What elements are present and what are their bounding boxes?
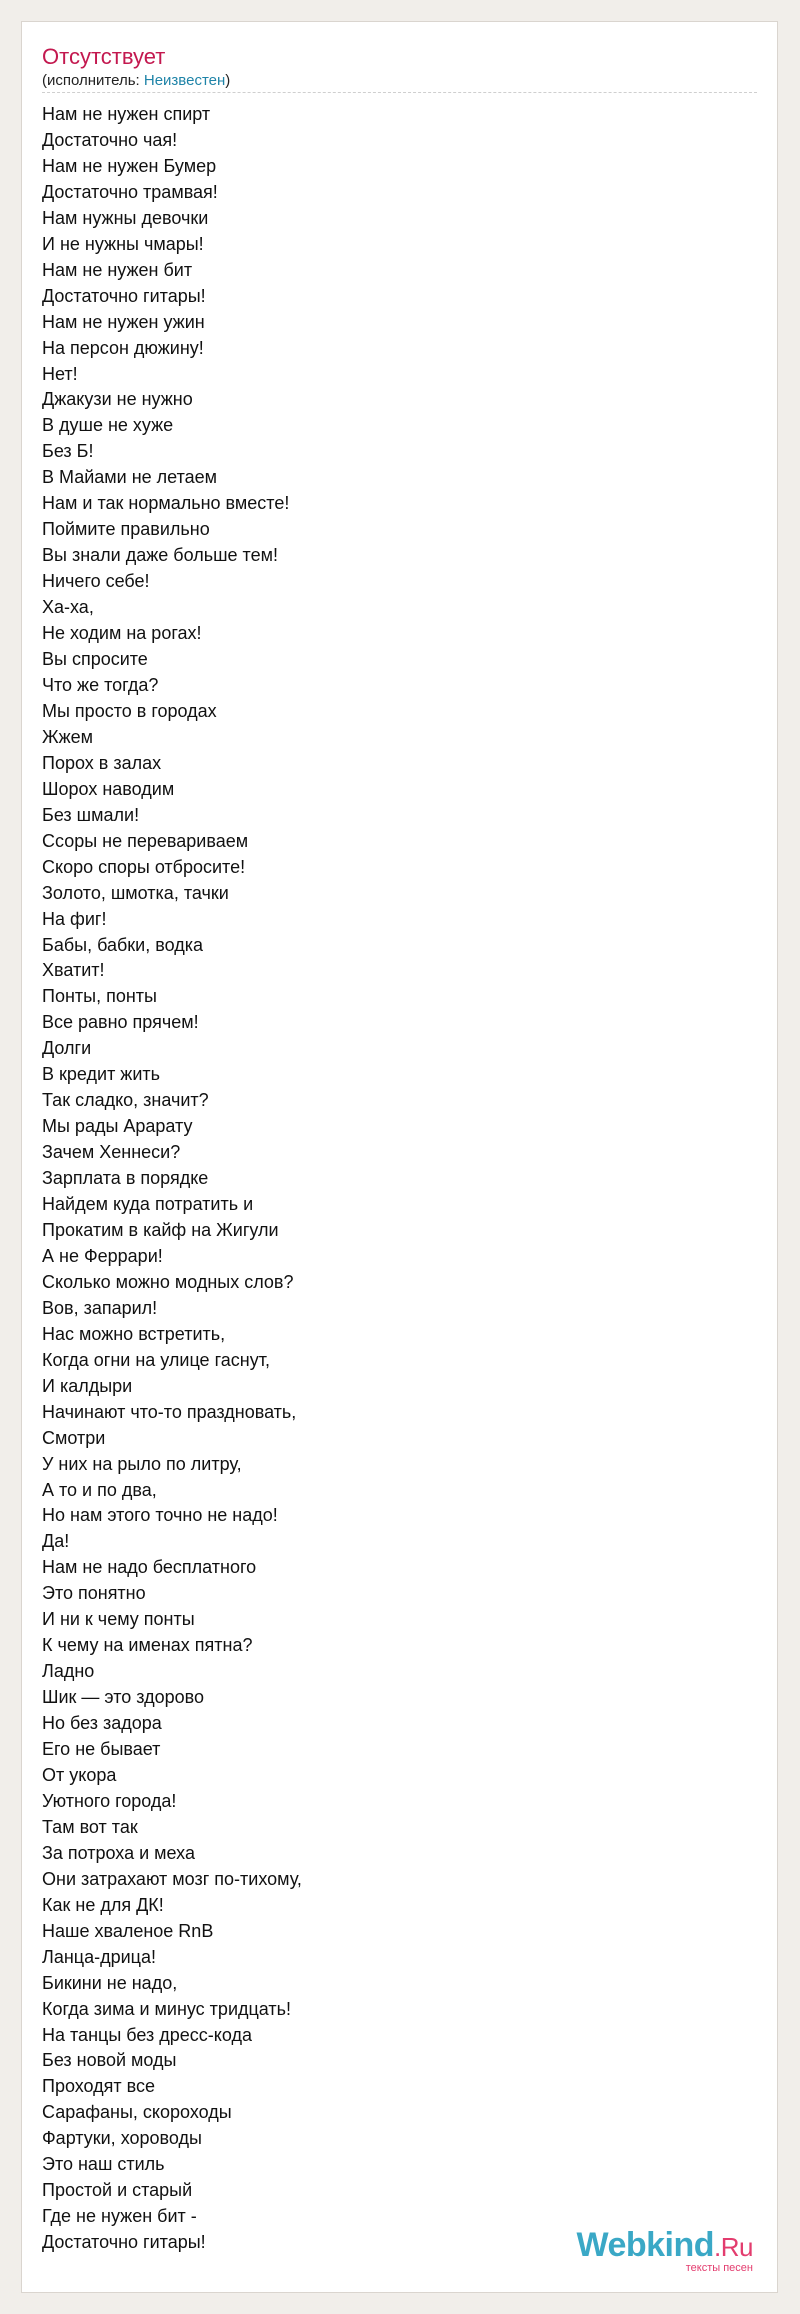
logo-name: Webkind [576, 2226, 715, 2264]
artist-line [42, 72, 230, 90]
lyric-line: Мы рады Арарату [42, 1116, 193, 1137]
lyric-line: И не нужны чмары! [42, 233, 204, 254]
lyrics-text [42, 102, 302, 2256]
lyric-line: Скоро споры отбросите! [42, 856, 246, 877]
lyric-line: Без шмали! [42, 804, 140, 825]
lyric-line: Его не бывает [42, 1739, 161, 1760]
lyric-line: Понты, понты [42, 986, 157, 1007]
lyric-line: В Майами не летаем [42, 467, 218, 488]
lyric-line: Нам не нужен спирт [42, 104, 211, 124]
lyric-line: Начинают что-то праздновать, [42, 1401, 297, 1422]
lyric-line: Нам не нужен бит [42, 259, 193, 280]
lyric-line: Вы знали даже больше тем! [42, 545, 278, 566]
lyric-line: Нас можно встретить, [42, 1323, 226, 1344]
lyric-line: Ланца-дрица! [42, 1946, 156, 1967]
lyric-line: Ха-ха, [42, 597, 94, 618]
lyric-line: Все равно прячем! [42, 1012, 199, 1033]
lyric-line: Без новой моды [42, 2050, 177, 2071]
lyric-line: Это понятно [42, 1583, 146, 1604]
lyric-line: Бикини не надо, [42, 1972, 178, 1993]
lyric-line: На танцы без дресс-кода [42, 2024, 252, 2045]
logo-tagline: тексты песен [685, 2262, 753, 2274]
lyric-line: Это наш стиль [42, 2154, 165, 2175]
lyric-line: В кредит жить [42, 1064, 161, 1085]
lyric-line: А то и по два, [42, 1479, 157, 1500]
lyric-line: Когда огни на улице гаснут, [42, 1349, 270, 1370]
lyric-line: Достаточно чая! [42, 129, 178, 150]
logo-wordmark [576, 2227, 753, 2265]
lyric-line: Там вот так [42, 1816, 138, 1837]
lyric-line: В душе не хуже [42, 415, 174, 436]
lyric-line: Когда зима и минус тридцать! [42, 1998, 292, 2019]
lyric-line: Поймите правильно [42, 519, 210, 540]
lyric-line: Нам не надо бесплатного [42, 1557, 257, 1578]
lyric-line: Сарафаны, скороходы [42, 2102, 232, 2123]
lyric-line: Мы просто в городах [42, 700, 217, 721]
lyric-line: Жжем [42, 726, 94, 747]
lyric-line: Простой и старый [42, 2180, 193, 2201]
lyric-line: Зарплата в порядке [42, 1168, 209, 1189]
lyric-line: Но без задора [42, 1713, 162, 1734]
logo-tld: .Ru [714, 2232, 753, 2262]
lyric-line: Да! [42, 1531, 70, 1552]
lyric-line: Проходят все [42, 2076, 156, 2097]
lyric-line: Золото, шмотка, тачки [42, 882, 229, 903]
lyric-line: Уютного города! [42, 1790, 177, 1811]
lyrics-card [21, 21, 778, 2293]
lyric-line: Сколько можно модных слов? [42, 1271, 294, 1292]
lyric-line: Достаточно гитары! [42, 285, 206, 306]
artist-suffix: ) [225, 72, 231, 89]
lyric-line: Ничего себе! [42, 571, 150, 592]
lyric-line: Нет! [42, 363, 78, 384]
lyric-line: Бабы, бабки, водка [42, 934, 203, 955]
lyric-line: Но нам этого точно не надо! [42, 1505, 278, 1526]
lyric-line: Фартуки, хороводы [42, 2128, 202, 2149]
lyric-line: Как не для ДК! [42, 1894, 164, 1915]
lyric-line: Ссоры не перевариваем [42, 830, 249, 851]
lyric-line: Джакузи не нужно [42, 389, 193, 410]
lyric-line: Хватит! [42, 960, 105, 981]
lyric-line: На персон дюжину! [42, 337, 204, 358]
artist-prefix: (исполнитель: [42, 72, 144, 89]
lyric-line: Шорох наводим [42, 778, 175, 799]
lyric-line: На фиг! [42, 908, 107, 929]
song-title: Отсутствует [42, 44, 166, 69]
lyric-line: Где не нужен бит - [42, 2206, 197, 2227]
lyric-line: Не ходим на рогах! [42, 623, 202, 644]
artist-link[interactable]: Неизвестен [143, 72, 226, 89]
lyric-line: Прокатим в кайф на Жигули [42, 1219, 279, 1240]
lyric-line: Зачем Хеннеси? [42, 1142, 181, 1163]
lyric-line: За потроха и меха [42, 1842, 195, 1863]
lyric-line: Долги [42, 1038, 92, 1059]
lyric-line: Найдем куда потратить и [42, 1194, 254, 1215]
lyric-line: Вов, запарил! [42, 1297, 158, 1318]
lyric-line: Так сладко, значит? [42, 1090, 209, 1111]
lyric-line: И калдыри [42, 1375, 133, 1396]
site-logo[interactable] [576, 2227, 753, 2274]
lyric-line: Нам не нужен ужин [42, 311, 205, 332]
lyric-line: К чему на именах пятна? [42, 1635, 253, 1656]
lyric-line: И ни к чему понты [42, 1609, 195, 1630]
lyric-line: Достаточно трамвая! [42, 181, 218, 202]
lyric-line: У них на рыло по литру, [42, 1453, 242, 1474]
lyric-line: Они затрахают мозг по-тихому, [42, 1868, 302, 1889]
lyric-line: Порох в залах [42, 752, 162, 773]
lyric-line: Достаточно гитары! [42, 2232, 206, 2253]
lyric-line: Нам нужны девочки [42, 207, 209, 228]
lyric-line: Смотри [42, 1427, 106, 1448]
lyric-line: Шик — это здорово [42, 1687, 205, 1708]
lyric-line: Нам и так нормально вместе! [42, 493, 290, 514]
lyric-line: Вы спросите [42, 649, 148, 670]
lyric-line: Что же тогда? [42, 674, 159, 695]
lyric-line: Ладно [42, 1661, 95, 1682]
lyric-line: Нам не нужен Бумер [42, 155, 217, 176]
divider [42, 92, 757, 93]
lyric-line: От укора [42, 1765, 117, 1785]
lyric-line: Наше хваленое RnB [42, 1920, 214, 1941]
lyric-line: А не Феррари! [42, 1245, 163, 1266]
lyric-line: Без Б! [42, 441, 94, 462]
